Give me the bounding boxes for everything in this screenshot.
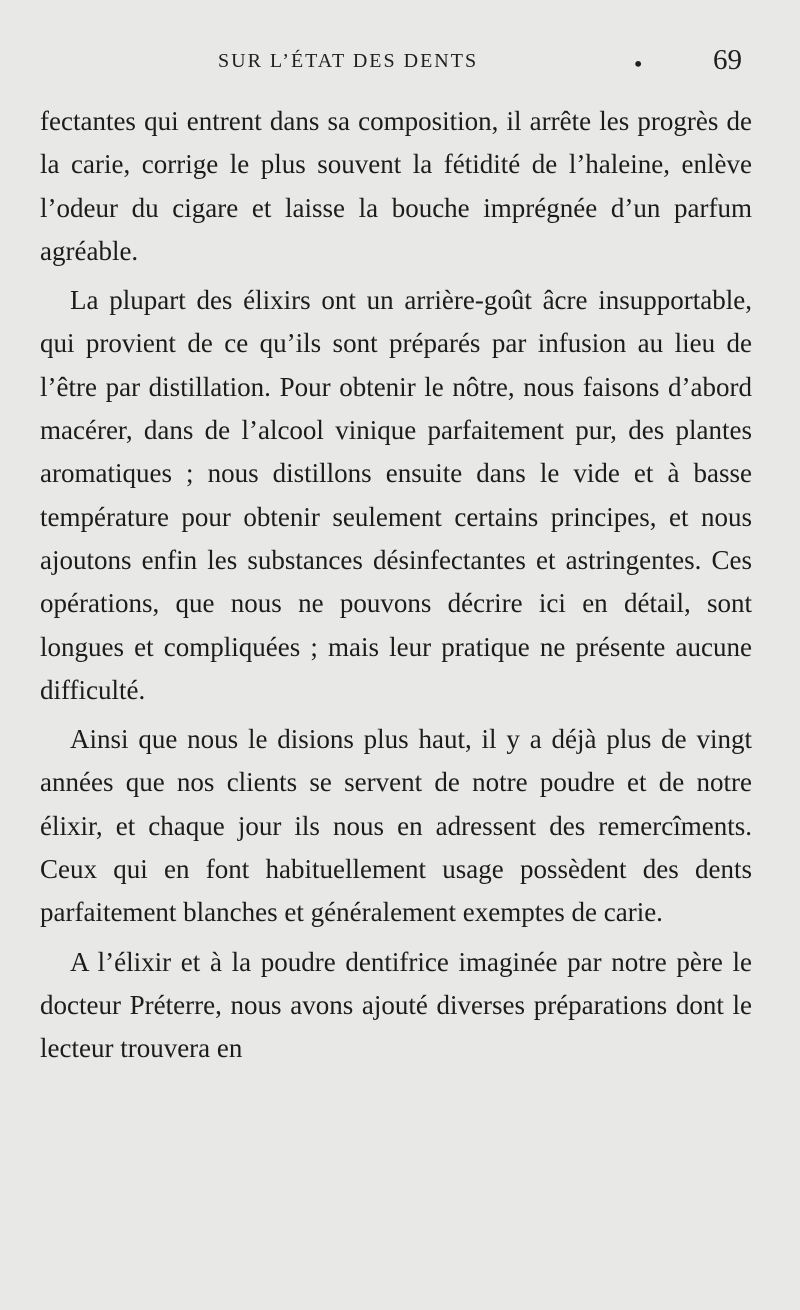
paragraph-elixirs: La plupart des élixirs ont un arrière-goût âcre insupportable, qui provient de ce qu’ils sont préparés par infusion au lieu de l’être par distillation. Pour obtenir le nôtre, nous faisons d’abord macérer, dans de l’alcool vinique parfaitement pur, des plantes aromatiques ; nous distillons ensuite dans le vide et à basse température pour obtenir seulement certains principes, et nous ajoutons enfin les substances désinfectantes et astringentes. Ces opérations, que nous ne pouvons décrire ici en détail, sont longues et compliquées ; mais leur pratique ne présente aucune difficulté. [40, 285, 752, 705]
header-bullet: • [632, 52, 644, 76]
running-head: SUR L’ÉTAT DES DENTS [218, 50, 479, 72]
page-number: 69 [713, 44, 742, 76]
body-text [40, 100, 752, 1071]
page-header [40, 46, 752, 86]
paragraph-continuation: fectantes qui entrent dans sa composition, il arrête les progrès de la carie, corrige le plus souvent la fétidité de l’haleine, enlève l’odeur du cigare et laisse la bouche imprégnée d’un parfum agréable. [40, 106, 752, 266]
paragraph-clients: Ainsi que nous le disions plus haut, il y a déjà plus de vingt années que nos clients se servent de notre poudre et de notre élixir, et chaque jour ils nous en adressent des remercîments. Ceux qui en font habituellement usage possèdent des dents parfaitement blanches et généralement exemptes de carie. [40, 724, 752, 928]
paragraph-preparations: A l’élixir et à la poudre dentifrice imaginée par notre père le docteur Préterre, nous avons ajouté diverses préparations dont le lecteur trouvera en [40, 946, 752, 1064]
